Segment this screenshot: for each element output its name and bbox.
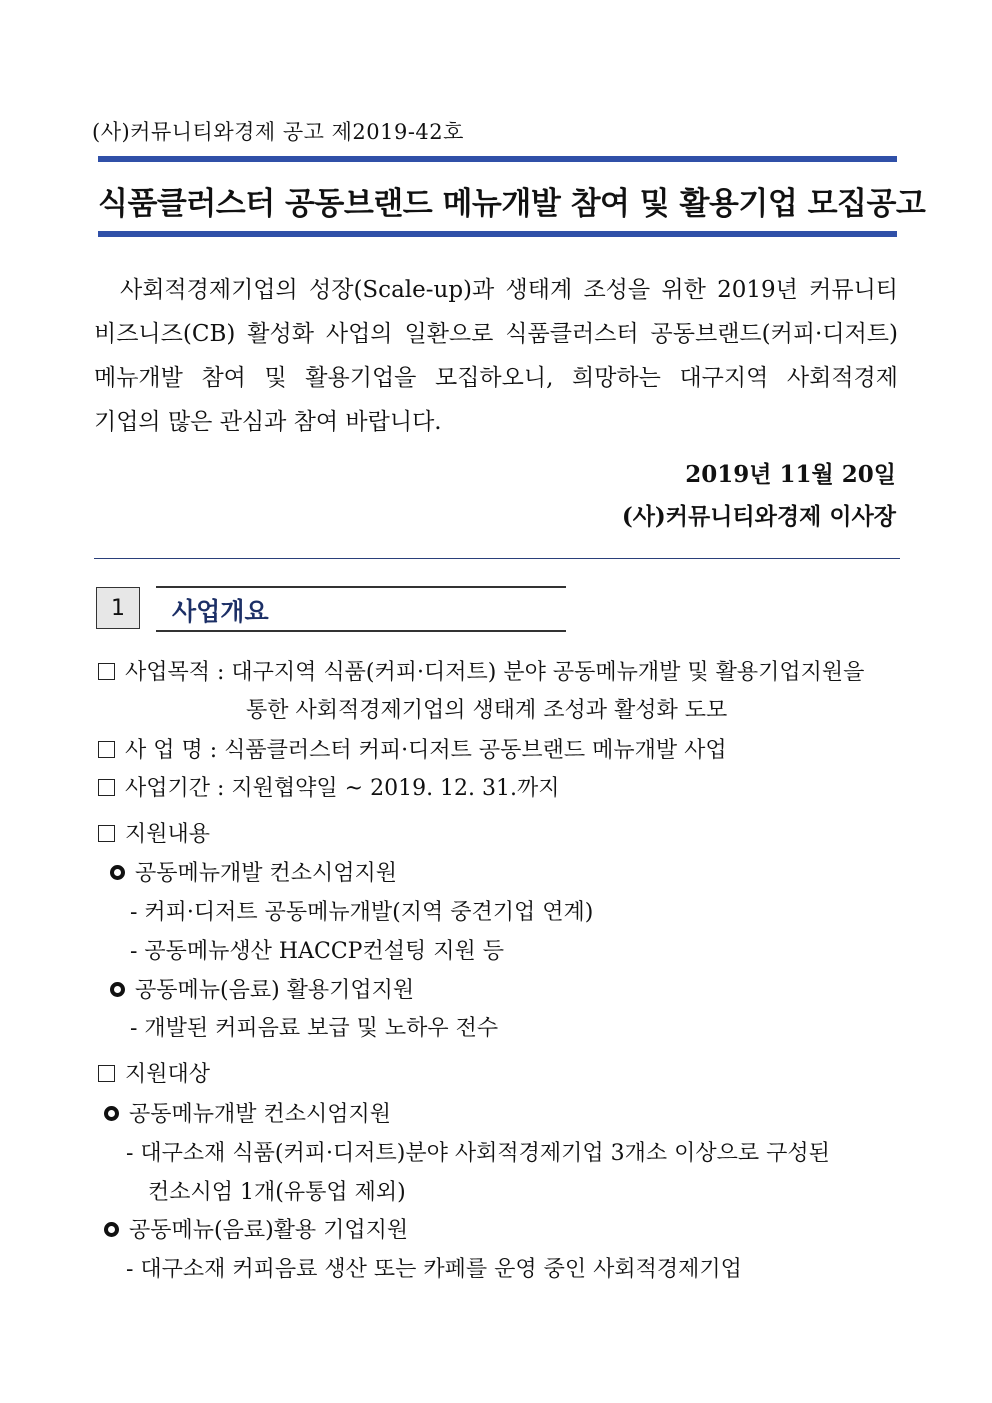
support-item: [110, 973, 414, 1004]
intro-paragraph: [94, 268, 898, 444]
support-item: [110, 856, 397, 887]
target-item: [104, 1097, 391, 1128]
bullet-circle-icon: [110, 982, 125, 997]
project-name-text: 사 업 명 : 식품클러스터 커피·디저트 공동브랜드 메뉴개발 사업: [125, 738, 727, 763]
target-item-text: 공동메뉴개발 컨소시엄지원: [129, 1102, 392, 1127]
purpose-item: [98, 655, 864, 686]
checkbox-square-icon: [98, 663, 115, 680]
intro-line: 기업의 많은 관심과 참여 바랍니다.: [94, 409, 442, 435]
section-line-top: [156, 586, 566, 588]
target-subitem: - 대구소재 식품(커피·디저트)분야 사회적경제기업 3개소 이상으로 구성된: [126, 1141, 830, 1166]
notice-number: (사)커뮤니티와경제 공고 제2019-42호: [92, 120, 464, 144]
target-subitem: - 대구소재 커피음료 생산 또는 카페를 운영 중인 사회적경제기업: [126, 1257, 742, 1282]
issuer: (사)커뮤니티와경제 이사장: [621, 503, 896, 530]
purpose-text: 사업목적 : 대구지역 식품(커피·디저트) 분야 공동메뉴개발 및 활용기업지원을: [125, 660, 865, 685]
period-item: [98, 771, 560, 802]
checkbox-square-icon: [98, 741, 115, 758]
checkbox-square-icon: [98, 779, 115, 796]
intro-line: 비즈니즈(CB) 활성화 사업의 일환으로 식품클러스터 공동브랜드(커피·디저트): [94, 321, 898, 347]
target-item-text: 공동메뉴(음료)활용 기업지원: [129, 1218, 409, 1243]
intro-line: 사회적경제기업의 성장(Scale-up)과 생태계 조성을 위한 2019년 커뮤니티: [120, 277, 898, 303]
checkbox-square-icon: [98, 1065, 115, 1082]
support-subitem: - 커피·디저트 공동메뉴개발(지역 중견기업 연계): [130, 900, 594, 925]
support-subitem: - 개발된 커피음료 보급 및 노하우 전수: [130, 1016, 499, 1041]
page-title: 식품클러스터 공동브랜드 메뉴개발 참여 및 활용기업 모집공고: [98, 186, 926, 222]
notice-date: 2019년 11월 20일: [685, 461, 896, 488]
intro-line: 메뉴개발 참여 및 활용기업을 모집하오니, 희망하는 대구지역 사회적경제: [94, 365, 898, 391]
target-heading: [98, 1057, 210, 1088]
bullet-circle-icon: [110, 865, 125, 880]
section-title: 사업개요: [172, 597, 269, 626]
support-item-text: 공동메뉴개발 컨소시엄지원: [135, 861, 398, 886]
section-line-bottom: [156, 630, 566, 632]
section-number-box: [96, 587, 140, 629]
divider: [94, 558, 900, 559]
bullet-circle-icon: [104, 1222, 119, 1237]
period-text: 사업기간 : 지원협약일 ~ 2019. 12. 31.까지: [125, 776, 560, 801]
target-item: [104, 1213, 408, 1244]
checkbox-square-icon: [98, 825, 115, 842]
support-subitem: - 공동메뉴생산 HACCP컨설팅 지원 등: [130, 939, 504, 964]
support-heading-text: 지원내용: [125, 822, 211, 847]
support-heading: [98, 817, 210, 848]
support-item-text: 공동메뉴(음료) 활용기업지원: [135, 978, 415, 1003]
section-number: 1: [111, 595, 125, 621]
purpose-continuation: 통한 사회적경제기업의 생태계 조성과 활성화 도모: [246, 698, 728, 723]
target-subitem-continuation: 컨소시엄 1개(유통업 제외): [148, 1180, 406, 1205]
title-bottom-bar: [98, 231, 897, 237]
title-top-bar: [98, 156, 897, 162]
bullet-circle-icon: [104, 1106, 119, 1121]
target-heading-text: 지원대상: [125, 1062, 211, 1087]
project-name-item: [98, 733, 727, 764]
